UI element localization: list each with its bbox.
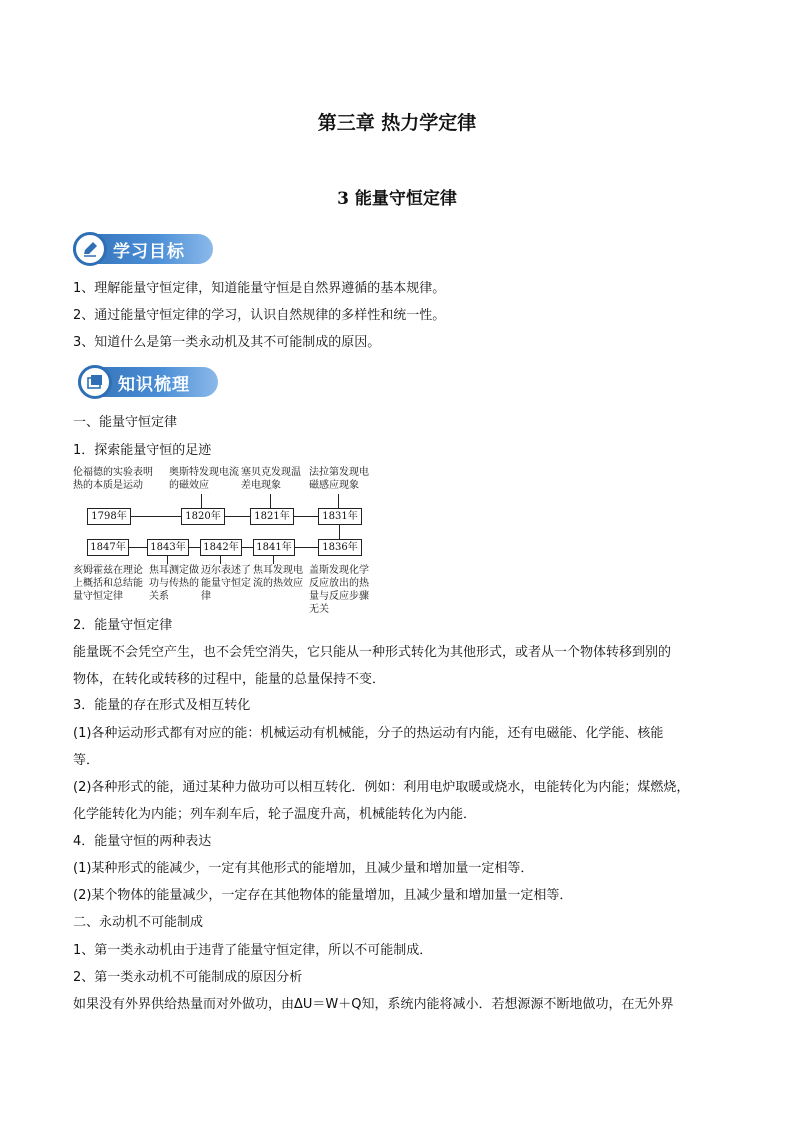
history-timeline — [73, 466, 383, 615]
goal-2: 2、通过能量守恒定律的学习，认识自然规律的多样性和统一性。 — [73, 308, 446, 323]
year-box: 1842年 — [200, 539, 242, 556]
timeline-text: 亥姆霍兹在理论上概括和总结能量守恒定律 — [73, 565, 143, 602]
paragraph: (1)某种形式的能减少，一定有其他形式的能增加，且减少量和增加量一定相等． — [73, 861, 534, 876]
heading-perpetual-motion: 二、永动机不可能制成 — [73, 915, 204, 930]
arrow-line — [220, 556, 221, 564]
timeline-text: 盖斯发现化学反应放出的热量与反应步骤无关 — [309, 565, 369, 615]
timeline-text: 伦福德的实验表明热的本质是运动 — [73, 467, 153, 491]
year-box: 1798年 — [87, 508, 131, 525]
timeline-text: 法拉第发现电磁感应现象 — [309, 467, 369, 491]
goal-1: 1、理解能量守恒定律，知道能量守恒是自然界遵循的基本规律。 — [73, 281, 446, 296]
paragraph: 化学能转化为内能；列车刹车后，轮子温度升高，机械能转化为内能． — [73, 807, 477, 822]
paragraph: 等． — [73, 753, 100, 768]
arrow-line — [201, 494, 202, 508]
year-box: 1847年 — [87, 539, 129, 556]
pencil-icon — [73, 232, 107, 266]
arrow-line — [273, 556, 274, 564]
goals-banner-label: 学习目标 — [113, 242, 185, 262]
paragraph: 物体，在转化或转移的过程中，能量的总量保持不变． — [73, 672, 386, 687]
paragraph: (2)各种形式的能，通过某种力做功可以相互转化．例如：利用电炉取暖或烧水，电能转化为内能；煤燃烧， — [73, 780, 690, 795]
subheading-history: 1．探索能量守恒的足迹 — [73, 443, 212, 458]
year-box: 1820年 — [181, 508, 225, 525]
subheading-law: 2．能量守恒定律 — [73, 618, 173, 633]
year-box: 1821年 — [250, 508, 294, 525]
goal-3: 3、知道什么是第一类永动机及其不可能制成的原因。 — [73, 335, 381, 350]
subheading-expressions: 4．能量守恒的两种表达 — [73, 834, 212, 849]
timeline-text: 焦耳测定做功与传热的关系 — [149, 565, 199, 602]
paragraph: 1、第一类永动机由于违背了能量守恒定律，所以不可能制成． — [73, 943, 433, 958]
year-box: 1836年 — [318, 539, 362, 556]
arrow-line — [338, 494, 339, 508]
year-box: 1843年 — [147, 539, 189, 556]
goals-banner — [73, 232, 213, 266]
paragraph: (2)某个物体的能量减少，一定存在其他物体的能量增加，且减少量和增加量一定相等． — [73, 888, 573, 903]
knowledge-banner-label: 知识梳理 — [118, 375, 190, 395]
year-box: 1831年 — [318, 508, 362, 525]
paragraph: 能量既不会凭空产生，也不会凭空消失，它只能从一种形式转化为其他形式，或者从一个物体转移到别的 — [73, 645, 672, 660]
arrow-line — [167, 556, 168, 564]
timeline-connector — [339, 525, 340, 540]
paragraph: (1)各种运动形式都有对应的能：机械运动有机械能，分子的热运动有内能，还有电磁能、化学能、核能 — [73, 726, 664, 741]
folder-icon — [78, 365, 112, 399]
timeline-text: 塞贝克发现温差电现象 — [241, 467, 301, 491]
section-title: 3 能量守恒定律 — [337, 189, 457, 209]
paragraph: 2、第一类永动机不可能制成的原因分析 — [73, 970, 303, 985]
subheading-forms: 3．能量的存在形式及相互转化 — [73, 698, 251, 713]
paragraph: 如果没有外界供给热量而对外做功，由ΔU＝W＋Q知，系统内能将减小．若想源源不断地做功，在无外界 — [73, 997, 674, 1012]
chapter-title: 第三章 热力学定律 — [317, 112, 477, 134]
knowledge-banner — [78, 365, 218, 399]
timeline-text: 迈尔表述了能量守恒定律 — [201, 565, 251, 602]
arrow-line — [270, 494, 271, 508]
heading-energy-conservation: 一、能量守恒定律 — [73, 415, 178, 430]
timeline-text: 奥斯特发现电流的磁效应 — [169, 467, 239, 491]
year-box: 1841年 — [253, 539, 295, 556]
timeline-text: 焦耳发现电流的热效应 — [253, 565, 303, 589]
